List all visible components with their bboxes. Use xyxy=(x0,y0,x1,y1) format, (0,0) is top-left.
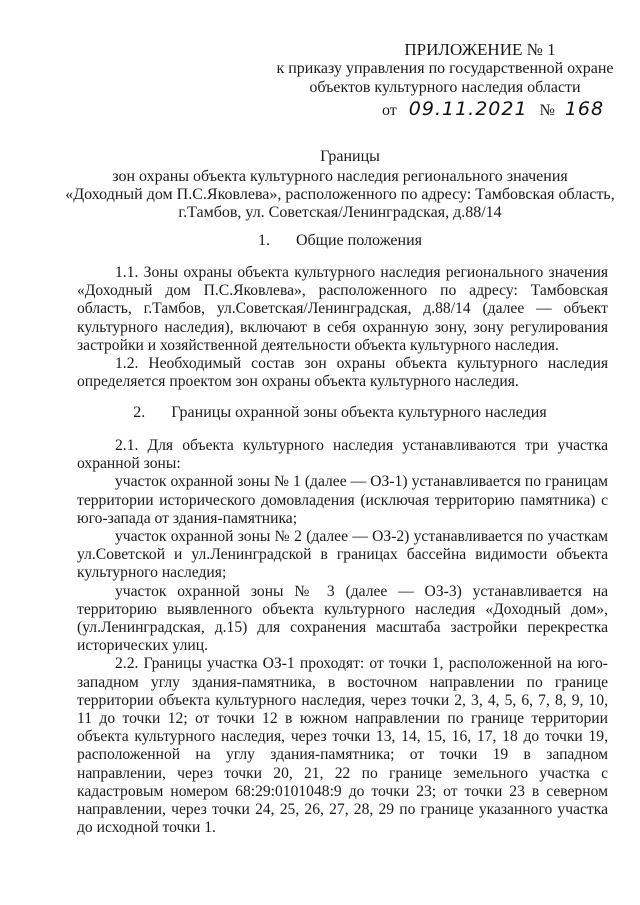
paragraph-2-1: 2.1. Для объекта культурного наследия устанавливаются три участка охранной зоны: xyxy=(77,437,608,473)
title-line-1: зон охраны объекта культурного наследия регионального значения xyxy=(112,168,568,185)
section-2-heading xyxy=(60,404,620,422)
paragraph-zone-1: участок охранной зоны № 1 (далее — ОЗ-1) устанавливается по границам территории исторического домовладения (исключая территорию памятника) с юго-запада от здания-памятника; xyxy=(77,473,608,527)
title-heading: Границы xyxy=(320,148,380,165)
from-label: от xyxy=(382,102,397,119)
section-1-heading xyxy=(60,232,620,250)
paragraph-1-1: 1.1. Зоны охраны объекта культурного наследия регионального значения «Доходный дом П.С.Яковлева», расположенного по адресу: Тамбовская область, г.Тамбов, ул.Советская/Ленинградская, д.88/14 (далее — объект культурного наследия), включают в себя охранную зону, зону регулирования застройки и хозяйственной деятельности объекта культурного наследия. xyxy=(77,264,608,354)
handwritten-order-number: 168 xyxy=(564,98,605,120)
paragraph-zone-2: участок охранной зоны № 2 (далее — ОЗ-2) устанавливается по участкам ул.Советской и ул.Ленинградской в границах бассейна видимости объекта культурного наследия; xyxy=(77,528,608,582)
handwritten-order-date: 09.11.2021 xyxy=(408,98,528,120)
paragraph-zone-3: участок охранной зоны № 3 (далее — ОЗ-3) устанавливается на территорию выявленного объекта культурного наследия «Доходный дом», (ул.Ленинградская, д.15) для сохранения масштаба застройки перекрестка исторических улиц. xyxy=(77,582,608,655)
order-date-number-line xyxy=(382,98,604,120)
appendix-header xyxy=(270,40,620,97)
section-2-number: 2. xyxy=(133,404,146,421)
section-1-body xyxy=(77,264,608,391)
paragraph-1-2: 1.2. Необходимый состав зон охраны объекта культурного наследия определяется проектом зон охраны объекта культурного наследия. xyxy=(77,355,608,391)
title-line-3: г.Тамбов, ул. Советская/Ленинградская, д.88/14 xyxy=(178,204,502,221)
order-reference-line-2: объектов культурного наследия области xyxy=(309,79,581,96)
section-2-body xyxy=(77,437,608,837)
section-1-number: 1. xyxy=(257,232,270,249)
paragraph-2-2: 2.2. Границы участка ОЗ-1 проходят: от точки 1, расположенной на юго-западном углу здания-памятника, в восточном направлении по границе территории объекта культурного наследия, через точки 2, 3, 4, 5, 6, 7, 8, 9, 10, 11 до точки 12; от точки 12 в южном направлении по границе территории объекта культурного наследия, через точки 13, 14, 15, 16, 17, 18 до точки 19, расположенной на углу здания-памятника; от точки 19 в западном направлении, через точки 20, 21, 22 по границе земельного участка с кадастровым номером 68:29:0101048:9 до точки 23; от точки 23 в северном направлении, через точки 24, 25, 26, 27, 28, 29 по границе указанного участка до исходной точки 1. xyxy=(77,655,608,837)
order-reference-line-1: к приказу управления по государственной охране xyxy=(276,60,614,77)
number-label: № xyxy=(539,102,555,119)
title-line-2: «Доходный дом П.С.Яковлева», расположенного по адресу: Тамбовская область, xyxy=(65,186,615,203)
appendix-title: ПРИЛОЖЕНИЕ № 1 xyxy=(404,40,556,59)
document-title xyxy=(60,148,620,222)
section-2-title: Границы охранной зоны объекта культурного наследия xyxy=(171,404,547,421)
section-1-title: Общие положения xyxy=(295,232,423,249)
